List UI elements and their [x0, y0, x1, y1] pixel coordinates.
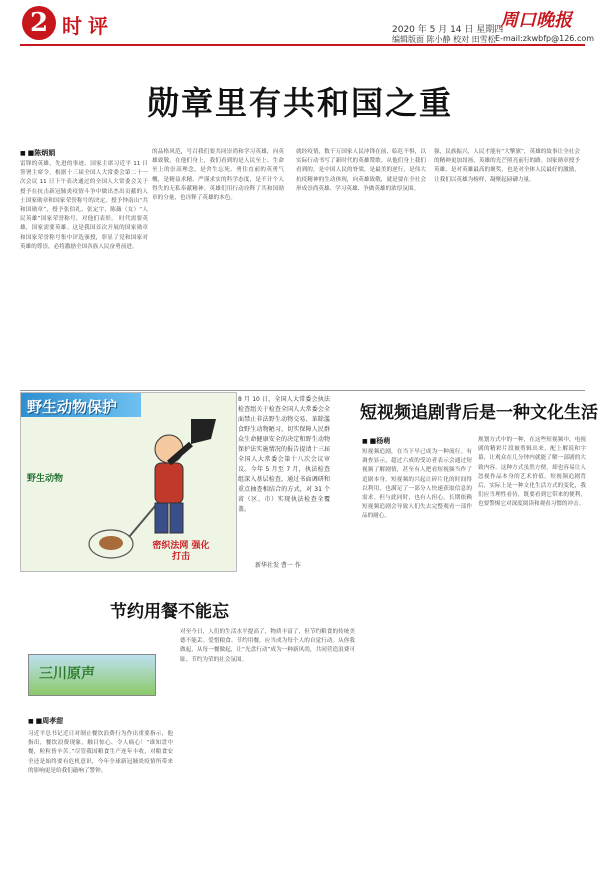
article3-column-2: 对至今日，人们的生活水平提高了，物质丰富了，但节约粮食的传统美德不能丢。爱惜粮食、节约用餐，应当成为每个人的自觉行动。从你我做起，从每一餐做起，让“光盘行动”成为一种新风尚，共同营造浪费可耻、节约为荣的社会氛围。 — [180, 629, 355, 663]
article2-title: 短视频追剧背后是一种文化生活 — [360, 403, 598, 423]
article3-column-1: 习近平总书记近日对制止餐饮浪费行为作出重要指示，他指出，餐饮浪费现象，触目惊心、令人痛心！“谁知盘中餐，粒粒皆辛苦。”尽管我国粮食生产连年丰收，对粮食安全还是始终要有危机意识，今年全球新冠肺炎疫情所带来的影响更是给我们敲响了警钟。 — [28, 731, 173, 774]
wildlife-cartoon — [20, 392, 237, 572]
column-label-image — [28, 654, 156, 696]
cartoon-tag: 野生动物 — [27, 474, 64, 484]
byline-text: ■周孝甜 — [35, 717, 64, 725]
contact-email: E-mail:zkwbfp@126.com — [495, 34, 595, 43]
article1-column-2: 的品格风范，号召我们要共同崇尚和学习英雄，向英雄致敬，在他们身上，我们看到的是人民至上、生命至上的崇高理念，是舍生忘死、勇往直前的英勇气概，是精益求精、严谨求实的科学态度，是不计个人得失的无私奉献精神。英雄们用行动诠释了共和国勋章的分量，也诠释了英雄的本色。 — [152, 149, 284, 202]
cartoon-credit: 新华社发 曹一 作 — [255, 562, 301, 569]
byline-text: ■陈炳娟 — [27, 149, 56, 157]
article1-byline — [20, 148, 55, 158]
cartoon-caption: 8 月 10 日，全国人大常委会执法检查组关于检查全国人大常委会全面禁止非法野生动物交易、革除滥食野生动物陋习、切实保障人民群众生命健康安全的决定和野生动物保护法实施情况的报告提请十三届全国人大常委会第十八次会议审议。今年 5 月至 7 月，执法检查组深入基层检查，通过书面调研和重点抽查相结合的方式，对 31 个省（区、市）实现执法检查全覆盖。 — [238, 396, 330, 513]
article2-byline — [362, 436, 390, 446]
cartoon-title: 野生动物保护 — [27, 398, 118, 416]
issue-date: 2020 年 5 月 14 日 星期四 — [392, 25, 504, 35]
section-title: 时评 — [62, 14, 114, 38]
main-headline: 勋章里有共和国之重 — [146, 84, 453, 122]
byline-text: ■杨萌 — [369, 437, 391, 445]
editor-credits: 编辑版面 陈小静 校对 田雪松 — [392, 35, 496, 44]
header-rule — [20, 44, 585, 46]
newspaper-logo: 周口晚报 — [500, 10, 572, 31]
article1-column-3: 就经疫情，数千万国家人民冲锋在前、临危不惧，以实际行动书写了新时代的英雄赞歌。从他们身上我们看到的，是中国人民的脊梁，是最美的逆行，是伟大抗疫精神的生动体现，向英雄致敬，就是要在全社会形成崇尚英雄、学习英雄、争做英雄的浓厚氛围。 — [296, 149, 426, 192]
column-label: 三川原声 — [39, 666, 95, 682]
article3-title: 节约用餐不能忘 — [110, 602, 229, 622]
section-divider — [20, 390, 585, 391]
article1-column-4: 强，民族振兴，人民才能有“大擎旗”，英雄的故事让全社会的精神更加昂扬，英雄的光芒照亮前行的路。国家勋章授予英雄，是对英雄最高的褒奖，也是对全体人民最好的激励，让我们以英雄为榜样，凝聚起磅礴力量。 — [434, 149, 580, 183]
article3-byline — [28, 716, 63, 726]
page-header — [0, 0, 600, 58]
cartoon-slogan: 密织法网 强化打击 — [152, 541, 210, 562]
page-number-badge: 2 — [22, 6, 56, 40]
article1-column-1: 雷锋的英雄，先进的事迹、国家主席习近平 11 日签署主席令，根据十三届全国人大常委会第二十一次会议 11 日下午表决通过的全国人大常委会关于授予在抗击新冠肺炎疫情斗争中做出杰出贡献的人士国家勋章和国家荣誉称号的决定，授予钟南山“共和国勋章”，授予张伯礼、张定宇、陈薇（女）“人民英雄”国家荣誉称号，对他们表彰。 时代需要英雄，国家需要英雄。这是我国首次开展的国家勋章和国家荣誉称号集中评选颁授，彰显了党和国家对英雄的尊崇，必将激励全国各族人民奋勇前进。 — [20, 161, 148, 250]
article2-column-1: 短视频追剧，在当下早已成为一种流行。有调查显示，超过六成的受访者表示会通过短视频了解剧情，甚至有人把看短视频当作了追剧本身。短视频的兴起让碎片化的时间得以利用，也满足了一部分人快速获取信息的需求。但与此同时，也有人担心，长期依赖短视频追剧会导致人们失去完整观看一部作品的耐心。 — [362, 449, 472, 520]
article2-column-2: 规划方式中的一种，在这些短视频中，电视剧的精彩片段被剪辑出来，配上解说和字幕，让观众在几分钟内就能了解一部剧的大致内容。这种方式虽然方便，却也容易让人忽视作品本身的艺术价值。短视频追剧背后，实际上是一种文化生活方式的变化，我们应当理性看待，既要看到它带来的便利，也要警惕它对深度阅读和观看习惯的冲击。 — [478, 437, 586, 508]
